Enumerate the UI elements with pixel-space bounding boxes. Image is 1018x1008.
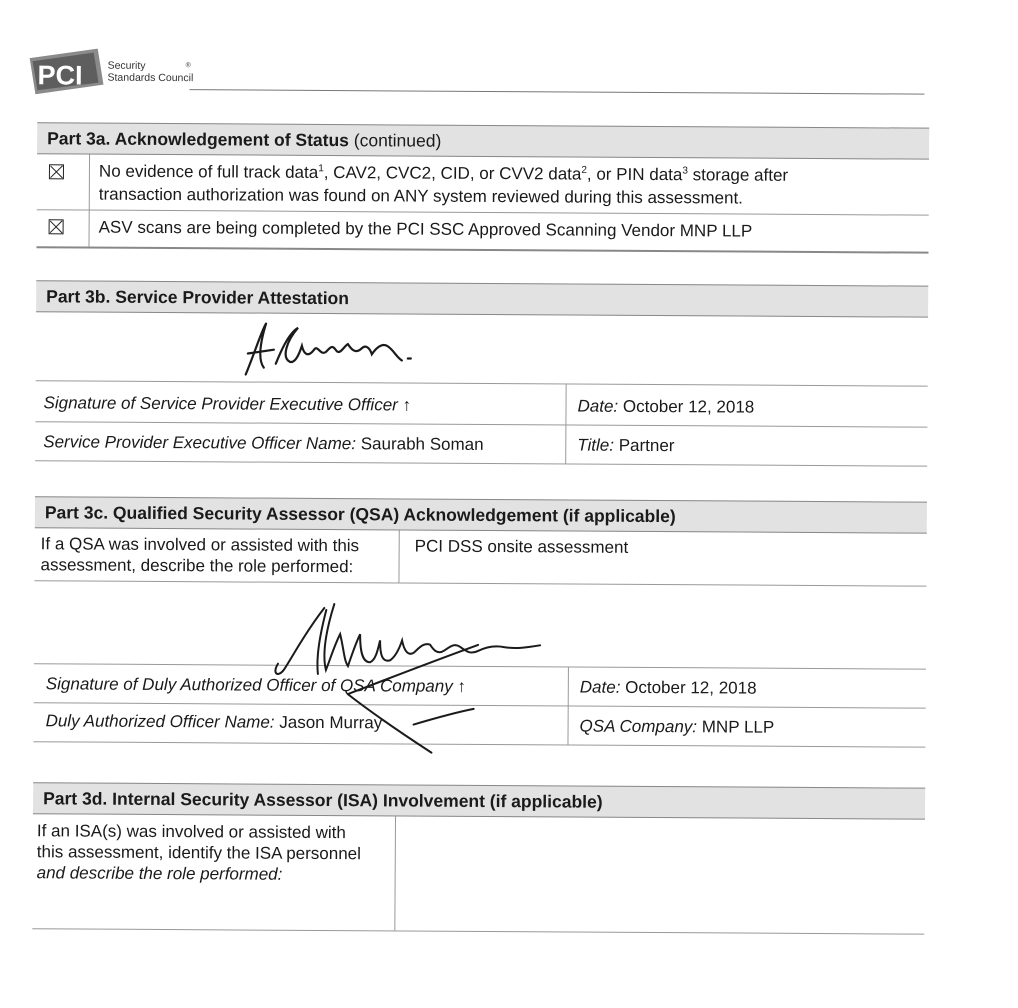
sp-date-value: October 12, 2018 (622, 396, 755, 417)
qsa-role-value: PCI DSS onsite assessment (414, 536, 629, 557)
ack-asv-scans-text: ASV scans are being completed by the PCI SSC Approved Scanning Vendor MNP LLP (98, 217, 753, 241)
sp-signature-area (36, 312, 928, 386)
qsa-signature-area (34, 581, 926, 669)
qsa-name-field (46, 711, 383, 733)
ack-row-asv-scans (36, 210, 928, 253)
part-3a-title-suffix: (continued) (353, 130, 442, 151)
sp-date-label: Date: (577, 396, 619, 416)
sp-name-field (43, 432, 483, 455)
column-divider (565, 425, 566, 463)
qsa-role-question-line1: If a QSA was involved or assisted with this (40, 534, 360, 556)
column-divider (398, 530, 399, 582)
part-3b-title: Part 3b. Service Provider Attestation (46, 286, 350, 309)
sp-title-field (577, 436, 674, 457)
column-divider (567, 706, 568, 744)
isa-question-line3: and describe the role performed: (36, 863, 283, 884)
qsa-role-question (40, 533, 359, 577)
part-3a-title: Part 3a. Acknowledgement of Status (47, 128, 349, 151)
ack-text-part: , or PIN data (586, 164, 683, 185)
isa-involvement-row (32, 814, 925, 934)
sp-handwritten-signature (236, 319, 476, 382)
part-3b-section (35, 280, 928, 466)
isa-question (37, 820, 362, 885)
column-divider (565, 384, 566, 424)
qsa-signature-date-row (34, 664, 926, 708)
sp-title-label: Title: (577, 435, 615, 455)
part-3a-section (36, 122, 929, 253)
footnote-3: 3 (682, 165, 688, 177)
logo-wordmark (107, 60, 193, 85)
logo-line-council: Standards Council (107, 71, 194, 85)
column-divider (88, 211, 89, 247)
sp-signature-date-row (35, 381, 927, 427)
sp-name-value: Saurabh Soman (360, 434, 484, 454)
isa-question-line2: this assessment, identify the ISA personnel (36, 842, 361, 864)
ack-text-part: storage after (687, 165, 789, 185)
part-3d-section (32, 782, 925, 934)
qsa-name-value: Jason Murray (279, 712, 383, 733)
part-3c-section (33, 496, 926, 747)
column-divider (394, 816, 396, 930)
qsa-name-company-row (33, 703, 925, 747)
sp-date-field (577, 397, 754, 418)
part-3c-title: Part 3c. Qualified Security Assessor (QSA) Acknowledgement (if applicable) (44, 502, 676, 527)
part-3d-title: Part 3d. Internal Security Assessor (ISA) Involvement (if applicable) (43, 788, 603, 812)
checked-box-icon[interactable] (49, 219, 64, 234)
sp-name-title-row (35, 422, 927, 466)
ack-text-part: No evidence of full track data (98, 161, 319, 182)
sp-name-label: Service Provider Executive Officer Name: (43, 432, 357, 454)
pci-logo-icon (27, 44, 105, 96)
ack-track-data-line1 (99, 162, 788, 186)
qsa-company-label: QSA Company: (579, 716, 698, 737)
qsa-role-question-line2: assessment, describe the role performed: (40, 555, 354, 577)
qsa-company-field (580, 717, 775, 738)
qsa-date-value: October 12, 2018 (625, 677, 757, 698)
ack-text-part: , CAV2, CVC2, CID, or CVV2 data (323, 162, 582, 184)
footnote-2: 2 (581, 164, 587, 176)
logo-line-security: Security (107, 59, 146, 72)
logo-mark-text: PCI (37, 60, 83, 91)
qsa-date-field (580, 678, 757, 699)
sp-title-value: Partner (618, 435, 675, 456)
ack-row-track-data (37, 154, 929, 215)
ack-track-data-line2: transaction authorization was found on ANY system reviewed during this assessment. (98, 184, 744, 208)
qsa-name-label: Duly Authorized Officer Name: (45, 711, 275, 732)
qsa-role-row (34, 528, 926, 586)
pci-ssc-logo (27, 44, 202, 105)
column-divider (568, 667, 569, 705)
qsa-date-label: Date: (579, 677, 621, 697)
header-rule (189, 89, 924, 94)
registered-mark: ® (185, 62, 191, 70)
isa-question-line1: If an ISA(s) was involved or assisted with (36, 821, 346, 843)
sp-signature-label: Signature of Service Provider Executive Officer ↑ (43, 393, 412, 415)
footnote-1: 1 (318, 163, 324, 175)
qsa-signature-label: Signature of Duly Authorized Officer of QSA Company ↑ (45, 674, 467, 696)
qsa-company-value: MNP LLP (701, 717, 775, 737)
column-divider (89, 155, 90, 210)
checked-box-icon[interactable] (49, 164, 64, 179)
